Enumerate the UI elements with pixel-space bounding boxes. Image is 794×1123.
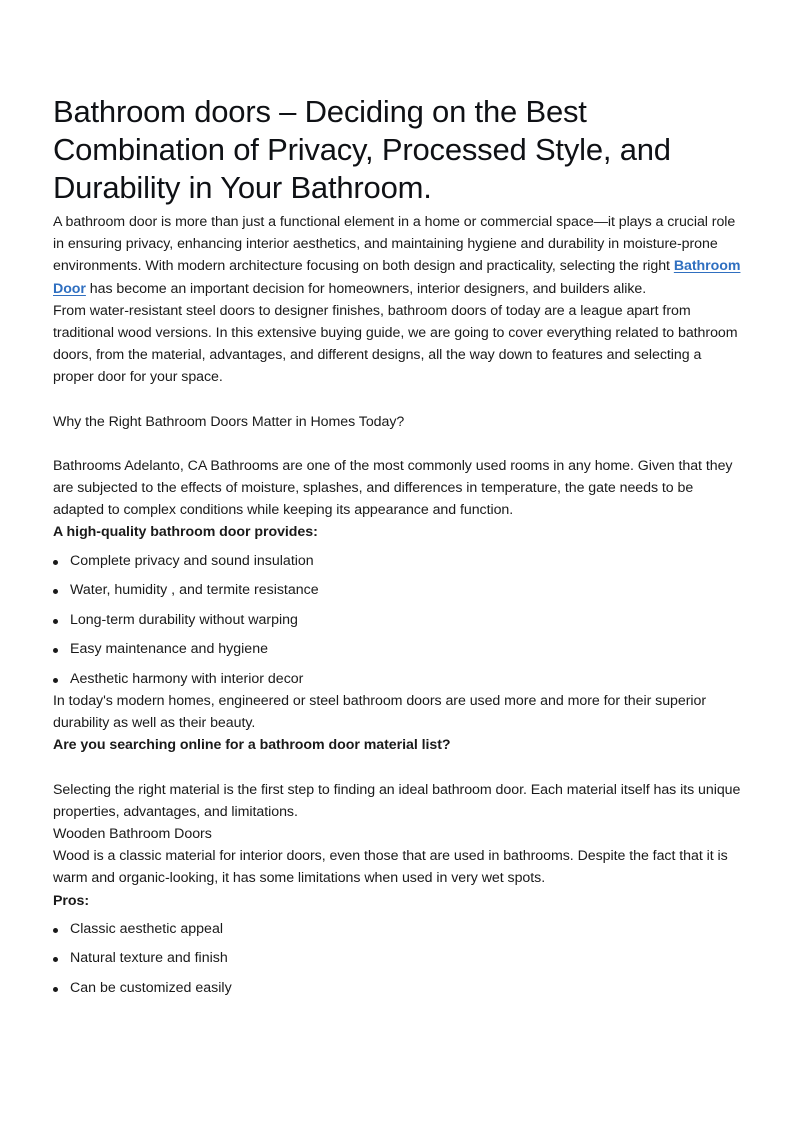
list-item: Aesthetic harmony with interior decor <box>53 668 741 690</box>
pros-label: Pros: <box>53 892 90 909</box>
list-item: Classic aesthetic appeal <box>53 918 741 940</box>
intro-text-after-link: has become an important decision for homeowners, interior designers, and builders alike. <box>85 280 647 297</box>
list-item: Natural texture and finish <box>53 947 741 969</box>
list-item: Complete privacy and sound insulation <box>53 550 741 572</box>
provides-label: A high-quality bathroom door provides: <box>53 524 318 541</box>
intro-text-before-link: A bathroom door is more than just a functional element in a home or commercial space—it plays a crucial role in ensuring privacy, enhancing interior aesthetics, and maintaining hygiene and durability in moisture-prone environments. With modern architecture focusing on both design and practicality, selecting the right <box>53 214 736 275</box>
material-paragraph: Selecting the right material is the first step to finding an ideal bathroom door. Each material itself has its unique properties, advantages, and limitations. <box>53 781 741 820</box>
bathroom-door-link[interactable]: Bathroom Door <box>53 258 741 297</box>
spacer <box>53 757 741 779</box>
why-closing: In today's modern homes, engineered or steel bathroom doors are used more and more for their superior durability as well as their beauty. <box>53 693 707 732</box>
pros-list <box>53 918 741 999</box>
wooden-heading: Wooden Bathroom Doors <box>53 826 212 843</box>
bullet-icon <box>53 678 58 683</box>
intro-paragraph <box>53 211 741 300</box>
list-item: Long-term durability without warping <box>53 609 741 631</box>
bullet-icon <box>53 987 58 992</box>
bullet-icon <box>53 648 58 653</box>
bullet-icon <box>53 619 58 624</box>
material-heading: Are you searching online for a bathroom door material list? <box>53 737 451 754</box>
bullet-icon <box>53 957 58 962</box>
why-paragraph: Bathrooms Adelanto, CA Bathrooms are one of the most commonly used rooms in any home. Given that they are subjected to the effects of moisture, splashes, and differences in temperature, the gate needs to be adapted to complex conditions while keeping its appearance and function. <box>53 457 733 519</box>
list-item: Water, humidity , and termite resistance <box>53 579 741 601</box>
spacer <box>53 389 741 411</box>
bullet-icon <box>53 928 58 933</box>
why-heading: Why the Right Bathroom Doors Matter in Homes Today? <box>53 413 405 430</box>
bullet-icon <box>53 589 58 594</box>
list-item: Easy maintenance and hygiene <box>53 638 741 660</box>
bullet-icon <box>53 560 58 565</box>
wooden-paragraph: Wood is a classic material for interior doors, even those that are used in bathrooms. Despite the fact that it is warm and organic-looking, it has some limitations when used in very wet spots. <box>53 848 728 887</box>
page-title: Bathroom doors – Deciding on the Best Combination of Privacy, Processed Style, and Durability in Your Bathroom. <box>53 94 671 205</box>
benefits-list <box>53 550 741 690</box>
intro-paragraph-2: From water-resistant steel doors to designer finishes, bathroom doors of today are a league apart from traditional wood versions. In this extensive buying guide, we are going to cover everything related to bathroom doors, from the material, advantages, and different designs, all the way down to features and selecting a proper door for your space. <box>53 302 738 386</box>
list-item: Can be customized easily <box>53 977 741 999</box>
spacer <box>53 433 741 455</box>
